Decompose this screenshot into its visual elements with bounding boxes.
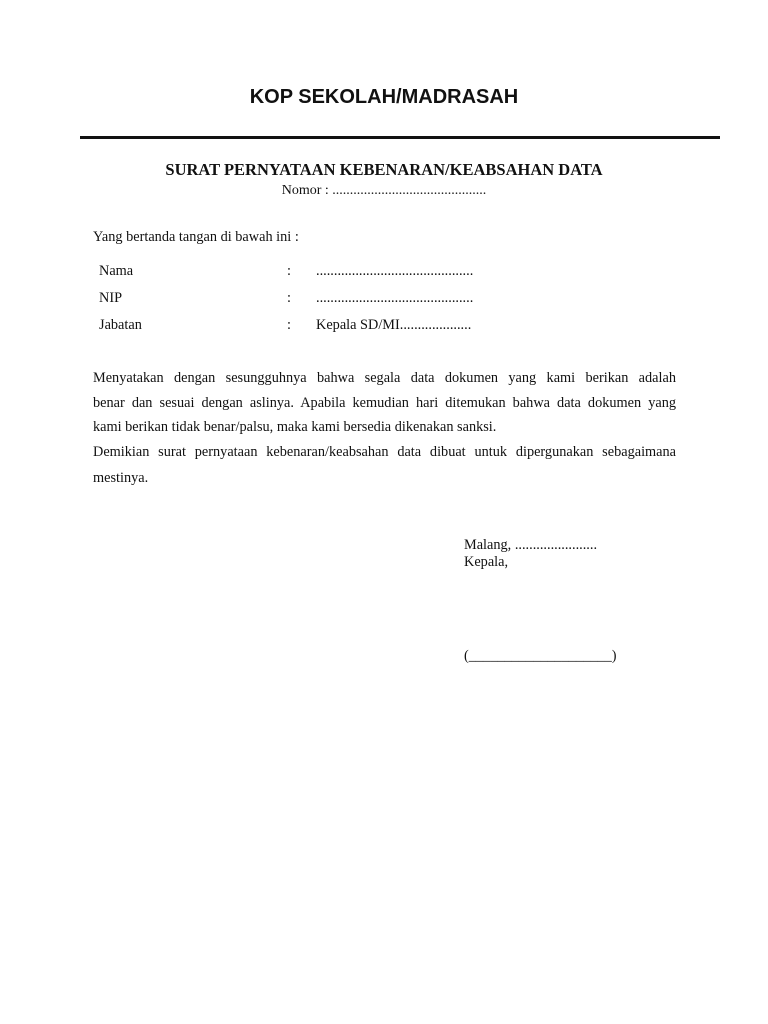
body-line: kami berikan tidak benar/palsu, maka kami bersedia dikenakan sanksi. — [93, 419, 497, 435]
place-date: Malang, ....................... — [464, 537, 598, 553]
field-label: Nama — [99, 263, 134, 279]
field-value: ............................................ — [316, 290, 474, 306]
document-number: Nomor : ............................................ — [281, 183, 487, 198]
body-line: Demikian surat pernyataan kebenaran/keabsahan data dibuat untuk dipergunakan sebagaimana — [93, 444, 676, 460]
field-colon: : — [287, 290, 291, 306]
field-colon: : — [287, 317, 291, 333]
letterhead: KOP SEKOLAH/MADRASAH — [249, 86, 519, 108]
signer-position: Kepala, — [464, 554, 509, 570]
body-line: mestinya. — [93, 470, 149, 486]
body-line: benar dan sesuai dengan aslinya. Apabila kemudian hari ditemukan bahwa data dokumen yang — [93, 395, 676, 411]
signer-name-line: (____________________) — [464, 648, 617, 664]
field-label: NIP — [99, 290, 123, 306]
intro-text: Yang bertanda tangan di bawah ini : — [93, 229, 299, 245]
document-title: SURAT PERNYATAAN KEBENARAN/KEABSAHAN DATA — [165, 160, 603, 179]
field-label: Jabatan — [99, 317, 142, 333]
field-value: ............................................ — [316, 263, 474, 279]
body-line: Menyatakan dengan sesungguhnya bahwa segala data dokumen yang kami berikan adalah — [93, 370, 676, 386]
field-value: Kepala SD/MI.................... — [316, 317, 472, 333]
header-divider — [80, 136, 720, 139]
field-colon: : — [287, 263, 291, 279]
